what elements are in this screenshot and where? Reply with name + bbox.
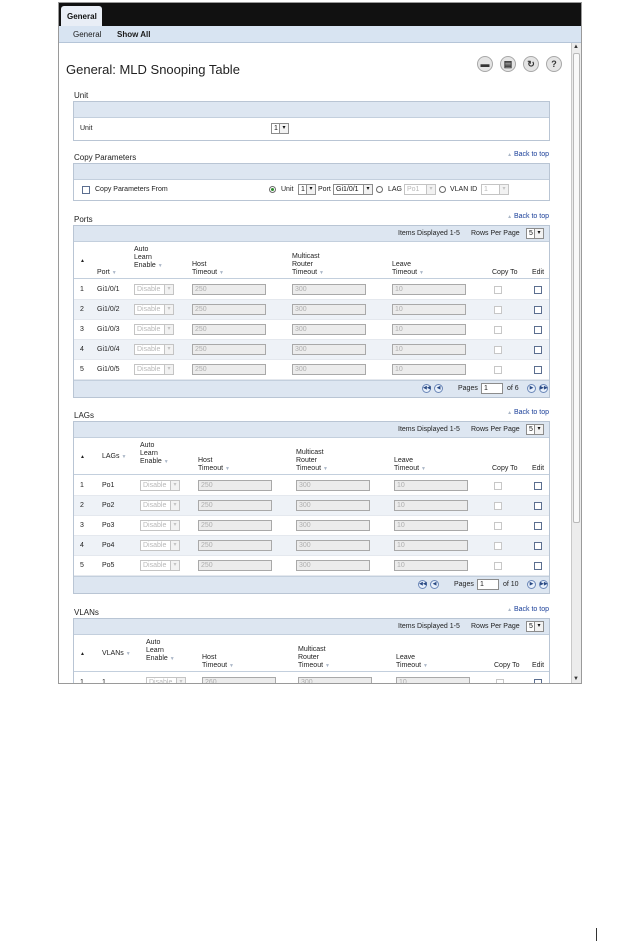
sort-icon[interactable]: ▲: [80, 258, 85, 264]
host-timeout-input[interactable]: 260: [202, 677, 276, 683]
mr-timeout-input[interactable]: 300: [296, 480, 370, 491]
tab-bar: [59, 3, 581, 26]
leave-timeout-input[interactable]: 10: [394, 500, 468, 511]
next-page-icon[interactable]: ▶: [527, 580, 536, 589]
chevron-down-icon: ▾: [164, 325, 173, 334]
edit-checkbox[interactable]: [534, 346, 542, 354]
auto-learn-select[interactable]: Disable ▾: [134, 364, 174, 375]
chevron-down-icon: ▾: [170, 541, 179, 550]
copy-to-checkbox[interactable]: [494, 306, 502, 314]
rows-per-page-select[interactable]: 5 ▾: [526, 621, 544, 632]
copy-to-checkbox[interactable]: [494, 286, 502, 294]
leave-timeout-input[interactable]: 10: [396, 677, 470, 683]
mr-timeout-input[interactable]: 300: [296, 500, 370, 511]
first-page-icon[interactable]: ◀◀: [419, 581, 427, 587]
mr-timeout-input[interactable]: 300: [292, 324, 366, 335]
col-leave-timeout[interactable]: Leave Timeout ▼: [394, 457, 426, 472]
host-timeout-input[interactable]: 250: [192, 324, 266, 335]
mr-timeout-input[interactable]: 300: [292, 304, 366, 315]
scroll-up-icon[interactable]: ▲: [573, 44, 579, 50]
page-input[interactable]: 1: [477, 579, 499, 590]
scroll-down-icon[interactable]: ▼: [573, 676, 579, 682]
last-page-icon[interactable]: ▶▶: [540, 385, 548, 391]
copy-params-panel: Copy Parameters From Unit 1 ▾ Port Gi1/0/1 ▾ LAG Po1 ▾ VLAN ID 1 ▾: [73, 163, 550, 201]
edit-checkbox[interactable]: [534, 482, 542, 490]
host-timeout-input[interactable]: 250: [198, 480, 272, 491]
vlans-table: Items Displayed 1-5 Rows Per Page 5 ▾ ▲ VLANs ▼ Auto Learn Enable ▼ Host Timeout ▼ Multicast Router Timeout ▼ Leave Timeout ▼ Copy To Edit 1 1 Disable ▾ 260 300 10: [73, 618, 550, 683]
sub-navigation: [59, 26, 581, 43]
copy-params-title: Copy Parameters: [74, 153, 137, 162]
vlan-radio[interactable]: [439, 186, 446, 193]
mr-timeout-input[interactable]: 300: [296, 560, 370, 571]
prev-page-icon[interactable]: ◀: [430, 580, 439, 589]
auto-learn-select[interactable]: Disable ▾: [146, 677, 186, 683]
copy-lag-select[interactable]: Po1 ▾: [404, 184, 436, 195]
copy-to-checkbox[interactable]: [494, 346, 502, 354]
col-name[interactable]: LAGs ▼: [102, 453, 127, 460]
edit-checkbox[interactable]: [534, 542, 542, 550]
subnav-show-all[interactable]: Show All: [117, 30, 151, 39]
mr-timeout-input[interactable]: 300: [292, 364, 366, 375]
chevron-down-icon: ▾: [499, 185, 508, 194]
edit-checkbox[interactable]: [534, 326, 542, 334]
vlans-section-title: VLANs: [74, 608, 99, 617]
host-timeout-input[interactable]: 250: [192, 304, 266, 315]
page-margin-rule: [596, 928, 597, 941]
copy-to-checkbox[interactable]: [494, 482, 502, 490]
tab-general[interactable]: General: [61, 6, 102, 26]
leave-timeout-input[interactable]: 10: [392, 324, 466, 335]
auto-learn-select[interactable]: Disable ▾: [140, 500, 180, 511]
chevron-down-icon: ▾: [164, 305, 173, 314]
auto-learn-select[interactable]: Disable ▾: [140, 480, 180, 491]
lags-section-title: LAGs: [74, 411, 95, 420]
host-timeout-input[interactable]: 250: [192, 364, 266, 375]
print-icon[interactable]: ▤: [500, 56, 516, 72]
chevron-down-icon: ▾: [164, 345, 173, 354]
refresh-icon[interactable]: ↻: [523, 56, 539, 72]
page-input[interactable]: 1: [481, 383, 503, 394]
col-auto-learn[interactable]: Auto Learn Enable ▼: [146, 639, 175, 662]
copy-to-checkbox[interactable]: [496, 679, 504, 683]
table-row: 2 Po2 Disable ▾ 250 300 10: [74, 496, 549, 516]
col-auto-learn[interactable]: Auto Learn Enable ▼: [134, 246, 163, 269]
chevron-down-icon: ▾: [426, 185, 435, 194]
chevron-down-icon: ▾: [164, 285, 173, 294]
col-auto-learn[interactable]: Auto Learn Enable ▼: [140, 442, 169, 465]
help-icon[interactable]: ?: [546, 56, 562, 72]
leave-timeout-input[interactable]: 10: [392, 284, 466, 295]
sort-icon[interactable]: ▲: [80, 454, 85, 460]
copy-to-checkbox[interactable]: [494, 502, 502, 510]
edit-checkbox[interactable]: [534, 502, 542, 510]
table-row: 4 Gi1/0/4 Disable ▾ 250 300 10: [74, 340, 549, 360]
unit-section-title: Unit: [74, 91, 89, 100]
auto-learn-select[interactable]: Disable ▾: [134, 324, 174, 335]
pagination-bar: ◀◀ ◀ Pages 1 of 10 ▶ ▶▶: [74, 576, 549, 593]
chevron-down-icon: ▾: [279, 124, 288, 133]
edit-checkbox[interactable]: [534, 522, 542, 530]
rows-per-page-select[interactable]: 5 ▾: [526, 424, 544, 435]
next-page-icon[interactable]: ▶: [527, 384, 536, 393]
col-mr-timeout[interactable]: Multicast Router Timeout ▼: [292, 253, 324, 276]
mr-timeout-input[interactable]: 300: [296, 520, 370, 531]
chevron-down-icon: ▾: [170, 561, 179, 570]
table-header: ▲ VLANs ▼ Auto Learn Enable ▼ Host Timeout ▼ Multicast Router Timeout ▼ Leave Timeout ▼ Copy To Edit: [74, 636, 549, 672]
col-leave-timeout[interactable]: Leave Timeout ▼: [396, 654, 428, 669]
chevron-down-icon: ▾: [170, 521, 179, 530]
col-mr-timeout[interactable]: Multicast Router Timeout ▼: [298, 646, 330, 669]
chevron-down-icon: ▾: [164, 365, 173, 374]
chevron-down-icon: ▾: [534, 229, 543, 238]
auto-learn-select[interactable]: Disable ▾: [134, 344, 174, 355]
auto-learn-select[interactable]: Disable ▾: [134, 284, 174, 295]
chevron-down-icon: ▾: [363, 185, 372, 194]
table-row: 5 Gi1/0/5 Disable ▾ 250 300 10: [74, 360, 549, 380]
table-row: 3 Po3 Disable ▾ 250 300 10: [74, 516, 549, 536]
table-row: 3 Gi1/0/3 Disable ▾ 250 300 10: [74, 320, 549, 340]
edit-checkbox[interactable]: [534, 562, 542, 570]
vertical-scrollbar[interactable]: [571, 43, 581, 683]
table-row: 2 Gi1/0/2 Disable ▾ 250 300 10: [74, 300, 549, 320]
back-to-top-link[interactable]: ▲ Back to top: [507, 606, 549, 613]
leave-timeout-input[interactable]: 10: [394, 560, 468, 571]
copy-params-checkbox[interactable]: [82, 186, 90, 194]
auto-learn-select[interactable]: Disable ▾: [140, 520, 180, 531]
table-row: 4 Po4 Disable ▾ 250 300 10: [74, 536, 549, 556]
prev-page-icon[interactable]: ◀: [434, 384, 443, 393]
copy-to-checkbox[interactable]: [494, 542, 502, 550]
ports-table: Items Displayed 1-5 Rows Per Page 5 ▾ ▲ Port ▼ Auto Learn Enable ▼ Host Timeout ▼ Multicast Router Timeout ▼ Leave Timeout ▼ Copy To Edit 1 Gi1/0/1 Disable ▾ 250 300 10 2 Gi1/0/2 Disable ▾ 250 300 10 3 Gi1/0/3 Disable ▾ 250 300 10 4 Gi1/0/4 Disable ▾ 250 300 10 5 Gi1/0/5 Disable ▾ 250 300 10 ◀◀ ◀ Pages 1 of 6 ▶ ▶▶: [73, 225, 550, 398]
main-content: [59, 43, 571, 683]
copy-to-checkbox[interactable]: [494, 522, 502, 530]
mr-timeout-input[interactable]: 300: [296, 540, 370, 551]
col-host-timeout[interactable]: Host Timeout ▼: [202, 654, 234, 669]
rows-per-page-select[interactable]: 5 ▾: [526, 228, 544, 239]
back-to-top-link[interactable]: ▲ Back to top: [507, 151, 549, 158]
copy-port-select[interactable]: Gi1/0/1 ▾: [333, 184, 373, 195]
browser-frame: [58, 2, 582, 684]
leave-timeout-input[interactable]: 10: [394, 520, 468, 531]
auto-learn-select[interactable]: Disable ▾: [140, 560, 180, 571]
host-timeout-input[interactable]: 250: [192, 284, 266, 295]
subnav-general[interactable]: General: [73, 30, 102, 39]
host-timeout-input[interactable]: 250: [198, 560, 272, 571]
table-header: ▲ LAGs ▼ Auto Learn Enable ▼ Host Timeout ▼ Multicast Router Timeout ▼ Leave Timeout ▼ Copy To Edit: [74, 439, 549, 475]
col-name[interactable]: VLANs ▼: [102, 650, 131, 657]
copy-vlan-select[interactable]: 1 ▾: [481, 184, 509, 195]
copy-to-checkbox[interactable]: [494, 562, 502, 570]
table-row: 1 Gi1/0/1 Disable ▾ 250 300 10: [74, 280, 549, 300]
edit-checkbox[interactable]: [534, 679, 542, 683]
page-title: General: MLD Snooping Table: [66, 62, 240, 77]
chevron-down-icon: ▾: [534, 425, 543, 434]
copy-params-label: Copy Parameters From: [95, 186, 168, 193]
chevron-down-icon: ▾: [170, 481, 179, 490]
table-row: 1 1 Disable ▾ 260 300 10: [74, 673, 549, 683]
scrollbar-thumb[interactable]: [573, 53, 580, 523]
edit-checkbox[interactable]: [534, 366, 542, 374]
leave-timeout-input[interactable]: 10: [392, 344, 466, 355]
chevron-down-icon: ▾: [170, 501, 179, 510]
copy-unit-select[interactable]: 1 ▾: [298, 184, 316, 195]
edit-checkbox[interactable]: [534, 286, 542, 294]
auto-learn-select[interactable]: Disable ▾: [140, 540, 180, 551]
mr-timeout-input[interactable]: 300: [292, 344, 366, 355]
host-timeout-input[interactable]: 250: [198, 520, 272, 531]
leave-timeout-input[interactable]: 10: [394, 480, 468, 491]
ports-section-title: Ports: [74, 215, 93, 224]
col-leave-timeout[interactable]: Leave Timeout ▼: [392, 261, 424, 276]
last-page-icon[interactable]: ▶▶: [540, 581, 548, 587]
host-timeout-input[interactable]: 250: [192, 344, 266, 355]
table-row: 5 Po5 Disable ▾ 250 300 10: [74, 556, 549, 576]
leave-timeout-input[interactable]: 10: [392, 304, 466, 315]
leave-timeout-input[interactable]: 10: [394, 540, 468, 551]
mr-timeout-input[interactable]: 300: [292, 284, 366, 295]
unit-radio[interactable]: [269, 186, 276, 193]
unit-panel: [73, 101, 550, 141]
host-timeout-input[interactable]: 250: [198, 540, 272, 551]
pagination-bar: ◀◀ ◀ Pages 1 of 6 ▶ ▶▶: [74, 380, 549, 397]
col-host-timeout[interactable]: Host Timeout ▼: [198, 457, 230, 472]
col-name[interactable]: Port ▼: [97, 269, 117, 276]
table-header: ▲ Port ▼ Auto Learn Enable ▼ Host Timeout ▼ Multicast Router Timeout ▼ Leave Timeout ▼ Copy To Edit: [74, 243, 549, 279]
chevron-down-icon: ▾: [306, 185, 315, 194]
first-page-icon[interactable]: ◀◀: [423, 385, 431, 391]
edit-checkbox[interactable]: [534, 306, 542, 314]
save-icon[interactable]: ▬: [477, 56, 493, 72]
lags-table: Items Displayed 1-5 Rows Per Page 5 ▾ ▲ LAGs ▼ Auto Learn Enable ▼ Host Timeout ▼ Multicast Router Timeout ▼ Leave Timeout ▼ Copy To Edit 1 Po1 Disable ▾ 250 300 10 2 Po2 Disable ▾ 250 300 10 3 Po3 Disable ▾ 250 300 10 4 Po4 Disable ▾ 250 300 10 5 Po5 Disable ▾ 250 300 10 ◀◀ ◀ Pages 1 of 10 ▶ ▶▶: [73, 421, 550, 594]
back-to-top-link[interactable]: ▲ Back to top: [507, 409, 549, 416]
copy-to-checkbox[interactable]: [494, 366, 502, 374]
leave-timeout-input[interactable]: 10: [392, 364, 466, 375]
host-timeout-input[interactable]: 250: [198, 500, 272, 511]
copy-to-checkbox[interactable]: [494, 326, 502, 334]
table-row: 1 Po1 Disable ▾ 250 300 10: [74, 476, 549, 496]
unit-select[interactable]: 1 ▾: [271, 123, 289, 134]
mr-timeout-input[interactable]: 300: [298, 677, 372, 683]
col-mr-timeout[interactable]: Multicast Router Timeout ▼: [296, 449, 328, 472]
unit-label: Unit: [80, 125, 93, 132]
chevron-down-icon: ▾: [176, 678, 185, 683]
auto-learn-select[interactable]: Disable ▾: [134, 304, 174, 315]
back-to-top-link[interactable]: ▲ Back to top: [507, 213, 549, 220]
col-host-timeout[interactable]: Host Timeout ▼: [192, 261, 224, 276]
sort-icon[interactable]: ▲: [80, 651, 85, 657]
lag-radio[interactable]: [376, 186, 383, 193]
chevron-down-icon: ▾: [534, 622, 543, 631]
